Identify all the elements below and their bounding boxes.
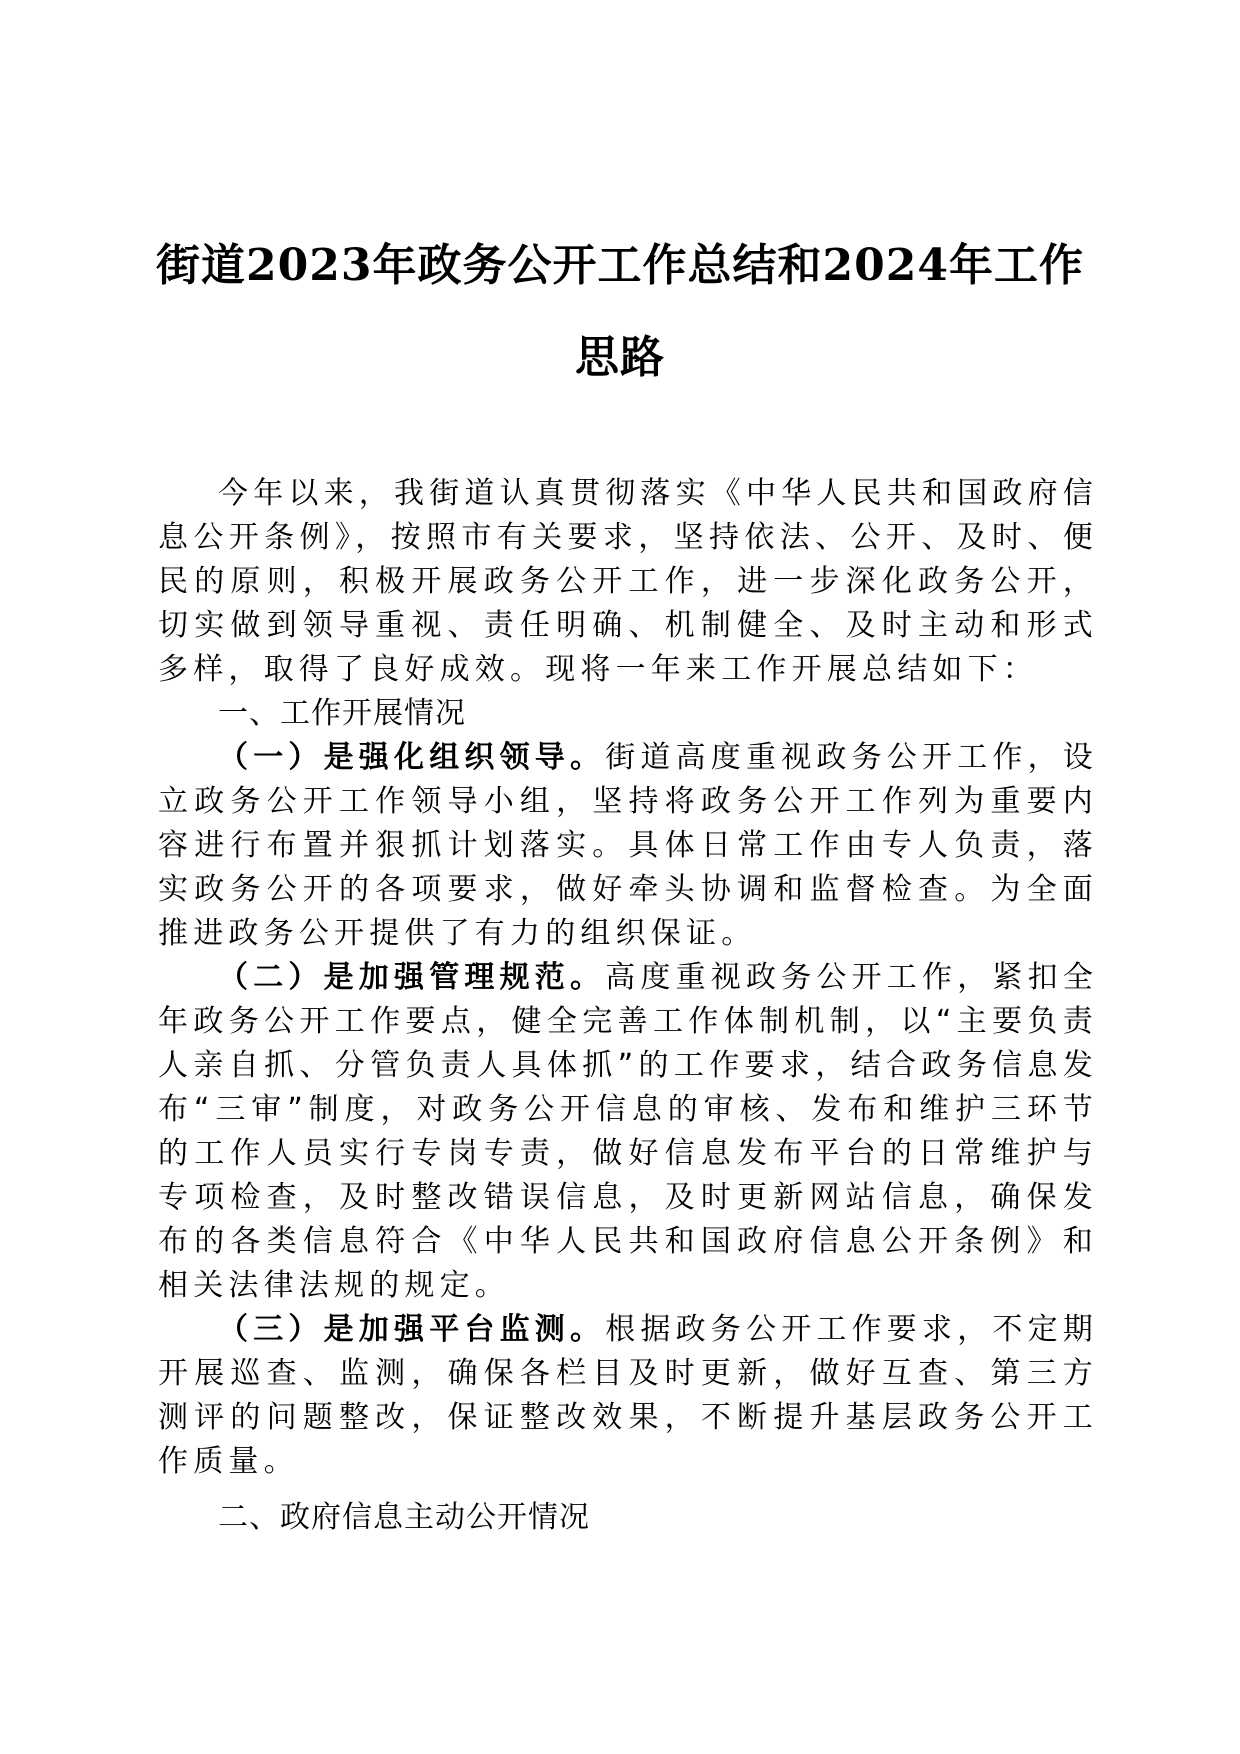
item-lead-2: （二）是加强管理规范。 bbox=[218, 960, 606, 995]
item-paragraph-3 bbox=[158, 1308, 1098, 1484]
document-body bbox=[158, 472, 1098, 1540]
section-heading-2: 二、政府信息主动公开情况 bbox=[218, 1500, 590, 1535]
title-line-1: 街道2023年政务公开工作总结和2024年工作 bbox=[156, 240, 1084, 291]
title-line-2: 思路 bbox=[575, 332, 665, 383]
item-lead-1: （一）是强化组织领导。 bbox=[218, 740, 606, 775]
section-heading-1: 一、工作开展情况 bbox=[218, 696, 466, 731]
intro-paragraph: 今年以来，我街道认真贯彻落实《中华人民共和国政府信息公开条例》，按照市有关要求，坚持依法、公开、及时、便民的原则，积极开展政务公开工作，进一步深化政务公开，切实做到领导重视、责任明确、机制健全、及时主动和形式多样，取得了良好成效。现将一年来工作开展总结如下： bbox=[158, 476, 1098, 687]
item-text-2: 高度重视政务公开工作，紧扣全年政务公开工作要点，健全完善工作体制机制，以“主要负责人亲自抓、分管负责人具体抓”的工作要求，结合政务信息发布“三审”制度，对政务公开信息的审核、发布和维护三环节的工作人员实行专岗专责，做好信息发布平台的日常维护与专项检查，及时整改错误信息，及时更新网站信息，确保发布的各类信息符合《中华人民共和国政府信息公开条例》和相关法律法规的规定。 bbox=[158, 960, 1099, 1303]
item-text-3: 根据政务公开工作要求，不定期开展巡查、监测，确保各栏目及时更新，做好互查、第三方测评的问题整改，保证整改效果，不断提升基层政务公开工作质量。 bbox=[158, 1312, 1099, 1479]
item-lead-3: （三）是加强平台监测。 bbox=[218, 1312, 606, 1347]
item-paragraph-1 bbox=[158, 736, 1098, 956]
item-paragraph-2 bbox=[158, 956, 1098, 1308]
item-text-1: 街道高度重视政务公开工作，设立政务公开工作领导小组，坚持将政务公开工作列为重要内容进行布置并狠抓计划落实。具体日常工作由专人负责，落实政务公开的各项要求，做好牵头协调和监督检查。为全面推进政务公开提供了有力的组织保证。 bbox=[158, 740, 1099, 951]
document-title bbox=[120, 220, 1120, 404]
